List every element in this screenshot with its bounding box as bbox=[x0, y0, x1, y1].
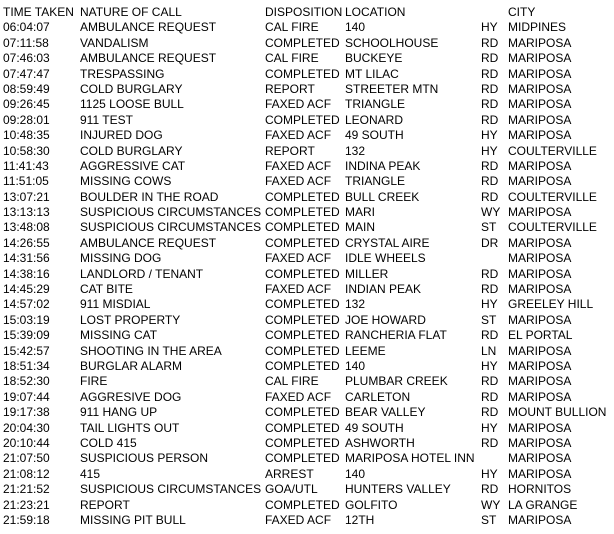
cell-city: MARIPOSA bbox=[508, 205, 572, 220]
cell-nature-of-call: AMBULANCE REQUEST bbox=[80, 20, 217, 35]
table-row bbox=[0, 421, 614, 436]
cell-disposition: COMPLETED bbox=[265, 420, 340, 435]
cell-city: COULTERVILLE bbox=[508, 143, 597, 158]
table-row bbox=[0, 451, 614, 466]
cell-city: GREELEY HILL bbox=[508, 297, 594, 312]
cell-disposition: FAXED ACF bbox=[265, 128, 332, 143]
cell-city: COULTERVILLE bbox=[508, 220, 597, 235]
table-row bbox=[0, 174, 614, 189]
cell-city: MARIPOSA bbox=[508, 97, 572, 112]
cell-disposition: FAXED ACF bbox=[265, 512, 332, 527]
cell-city: MARIPOSA bbox=[508, 358, 572, 373]
cell-location: STREETER MTN bbox=[345, 81, 439, 96]
cell-street-type: RD bbox=[481, 374, 499, 389]
cell-time-taken: 18:51:34 bbox=[3, 358, 50, 373]
table-row bbox=[0, 251, 614, 266]
table-row bbox=[0, 344, 614, 359]
cell-time-taken: 14:31:56 bbox=[3, 251, 50, 266]
cell-time-taken: 13:07:21 bbox=[3, 189, 50, 204]
cell-nature-of-call: INJURED DOG bbox=[80, 128, 163, 143]
cell-time-taken: 19:17:38 bbox=[3, 405, 50, 420]
cell-city: MARIPOSA bbox=[508, 312, 572, 327]
cell-location: MT LILAC bbox=[345, 66, 399, 81]
cell-location: CRYSTAL AIRE bbox=[345, 235, 430, 250]
cell-nature-of-call: AGGRESIVE DOG bbox=[80, 389, 182, 404]
cell-disposition: COMPLETED bbox=[265, 358, 340, 373]
cell-street-type: HY bbox=[481, 297, 498, 312]
cell-time-taken: 20:04:30 bbox=[3, 420, 50, 435]
cell-nature-of-call: TRESPASSING bbox=[80, 66, 165, 81]
cell-location: MARIPOSA HOTEL INN bbox=[345, 451, 475, 466]
cell-disposition: REPORT bbox=[265, 143, 315, 158]
cell-street-type: RD bbox=[481, 266, 499, 281]
cell-disposition: COMPLETED bbox=[265, 297, 340, 312]
cell-city: MARIPOSA bbox=[508, 81, 572, 96]
cell-time-taken: 13:48:08 bbox=[3, 220, 50, 235]
table-row bbox=[0, 144, 614, 159]
cell-time-taken: 08:59:49 bbox=[3, 81, 50, 96]
cell-disposition: COMPLETED bbox=[265, 497, 340, 512]
cell-time-taken: 11:51:05 bbox=[3, 174, 49, 189]
cell-disposition: FAXED ACF bbox=[265, 97, 332, 112]
cell-city: COULTERVILLE bbox=[508, 189, 597, 204]
table-row bbox=[0, 36, 614, 51]
cell-disposition: COMPLETED bbox=[265, 328, 340, 343]
cell-street-type: RD bbox=[481, 35, 499, 50]
cell-disposition: COMPLETED bbox=[265, 205, 340, 220]
cell-time-taken: 06:04:07 bbox=[3, 20, 50, 35]
cell-nature-of-call: 911 MISDIAL bbox=[80, 297, 151, 312]
cell-location: RANCHERIA FLAT bbox=[345, 328, 447, 343]
cell-time-taken: 21:08:12 bbox=[3, 466, 50, 481]
cell-location: MARI bbox=[345, 205, 375, 220]
cell-time-taken: 10:48:35 bbox=[3, 128, 50, 143]
cell-location: CARLETON bbox=[345, 389, 411, 404]
table-row bbox=[0, 97, 614, 112]
cell-disposition: FAXED ACF bbox=[265, 158, 332, 173]
cell-time-taken: 19:07:44 bbox=[3, 389, 50, 404]
cell-time-taken: 15:42:57 bbox=[3, 343, 50, 358]
cell-city: LA GRANGE bbox=[508, 497, 578, 512]
header-time-taken: TIME TAKEN bbox=[3, 5, 74, 19]
cell-city: HORNITOS bbox=[508, 482, 572, 497]
cell-nature-of-call: REPORT bbox=[80, 497, 130, 512]
cell-city: MARIPOSA bbox=[508, 266, 572, 281]
cell-city: MARIPOSA bbox=[508, 282, 572, 297]
cell-city: MARIPOSA bbox=[508, 112, 572, 127]
table-row bbox=[0, 159, 614, 174]
cell-nature-of-call: TAIL LIGHTS OUT bbox=[80, 420, 180, 435]
cell-city: MARIPOSA bbox=[508, 235, 572, 250]
cell-nature-of-call: SUSPICIOUS CIRCUMSTANCES bbox=[80, 205, 262, 220]
cell-disposition: CAL FIRE bbox=[265, 20, 319, 35]
cell-city: MARIPOSA bbox=[508, 174, 572, 189]
header-nature-of-call: NATURE OF CALL bbox=[80, 5, 182, 19]
cell-disposition: COMPLETED bbox=[265, 112, 340, 127]
table-row bbox=[0, 220, 614, 235]
cell-street-type: HY bbox=[481, 128, 498, 143]
cell-nature-of-call: SUSPICIOUS CIRCUMSTANCES bbox=[80, 482, 262, 497]
cell-nature-of-call: 911 TEST bbox=[80, 112, 133, 127]
cell-disposition: COMPLETED bbox=[265, 435, 340, 450]
cell-disposition: COMPLETED bbox=[265, 220, 340, 235]
cell-street-type: HY bbox=[481, 143, 498, 158]
cell-city: MARIPOSA bbox=[508, 158, 572, 173]
cell-street-type: DR bbox=[481, 235, 499, 250]
cell-city: MARIPOSA bbox=[508, 466, 572, 481]
table-row bbox=[0, 374, 614, 389]
cell-nature-of-call: FIRE bbox=[80, 374, 108, 389]
header-row bbox=[0, 5, 614, 20]
cell-nature-of-call: SHOOTING IN THE AREA bbox=[80, 343, 222, 358]
cell-disposition: COMPLETED bbox=[265, 189, 340, 204]
table-row bbox=[0, 205, 614, 220]
cell-time-taken: 14:38:16 bbox=[3, 266, 50, 281]
cell-nature-of-call: CAT BITE bbox=[80, 282, 133, 297]
cell-street-type: RD bbox=[481, 158, 499, 173]
cell-location: 49 SOUTH bbox=[345, 420, 404, 435]
cell-location: LEONARD bbox=[345, 112, 404, 127]
cell-location: IDLE WHEELS bbox=[345, 251, 426, 266]
table-row bbox=[0, 498, 614, 513]
cell-street-type: WY bbox=[481, 497, 501, 512]
cell-street-type: RD bbox=[481, 97, 499, 112]
cell-city: MARIPOSA bbox=[508, 128, 572, 143]
cell-street-type: RD bbox=[481, 51, 499, 66]
cell-time-taken: 14:57:02 bbox=[3, 297, 50, 312]
cell-location: INDINA PEAK bbox=[345, 158, 421, 173]
cell-disposition: COMPLETED bbox=[265, 35, 340, 50]
cell-nature-of-call: AMBULANCE REQUEST bbox=[80, 51, 217, 66]
cell-time-taken: 14:26:55 bbox=[3, 235, 50, 250]
cell-location: BUCKEYE bbox=[345, 51, 403, 66]
cell-nature-of-call: BURGLAR ALARM bbox=[80, 358, 183, 373]
cell-time-taken: 10:58:30 bbox=[3, 143, 50, 158]
cell-nature-of-call: MISSING DOG bbox=[80, 251, 162, 266]
cell-nature-of-call: COLD 415 bbox=[80, 435, 137, 450]
table-row bbox=[0, 236, 614, 251]
cell-nature-of-call: 911 HANG UP bbox=[80, 405, 158, 420]
cell-nature-of-call: AMBULANCE REQUEST bbox=[80, 235, 217, 250]
cell-city: MARIPOSA bbox=[508, 51, 572, 66]
cell-time-taken: 15:03:19 bbox=[3, 312, 50, 327]
cell-nature-of-call: LOST PROPERTY bbox=[80, 312, 181, 327]
call-log-rows bbox=[0, 20, 614, 528]
cell-nature-of-call: SUSPICIOUS PERSON bbox=[80, 451, 209, 466]
cell-street-type: HY bbox=[481, 20, 498, 35]
cell-city: MARIPOSA bbox=[508, 343, 572, 358]
table-row bbox=[0, 482, 614, 497]
cell-nature-of-call: 415 bbox=[80, 466, 101, 481]
cell-disposition: FAXED ACF bbox=[265, 282, 332, 297]
cell-street-type: ST bbox=[481, 512, 497, 527]
cell-nature-of-call: LANDLORD / TENANT bbox=[80, 266, 204, 281]
cell-street-type: RD bbox=[481, 282, 499, 297]
cell-city: EL PORTAL bbox=[508, 328, 573, 343]
table-row bbox=[0, 359, 614, 374]
cell-location: MILLER bbox=[345, 266, 389, 281]
cell-time-taken: 18:52:30 bbox=[3, 374, 50, 389]
cell-location: INDIAN PEAK bbox=[345, 282, 422, 297]
cell-nature-of-call: 1125 LOOSE BULL bbox=[80, 97, 184, 112]
table-row bbox=[0, 282, 614, 297]
table-row bbox=[0, 190, 614, 205]
cell-street-type: RD bbox=[481, 328, 499, 343]
cell-time-taken: 21:59:18 bbox=[3, 512, 50, 527]
cell-disposition: COMPLETED bbox=[265, 343, 340, 358]
cell-location: TRIANGLE bbox=[345, 174, 406, 189]
cell-location: PLUMBAR CREEK bbox=[345, 374, 448, 389]
cell-location: JOE HOWARD bbox=[345, 312, 426, 327]
table-row bbox=[0, 67, 614, 82]
cell-city: MARIPOSA bbox=[508, 35, 572, 50]
cell-time-taken: 07:47:47 bbox=[3, 66, 50, 81]
cell-location: 49 SOUTH bbox=[345, 128, 404, 143]
cell-city: MARIPOSA bbox=[508, 451, 572, 466]
cell-disposition: FAXED ACF bbox=[265, 389, 332, 404]
cell-street-type: LN bbox=[481, 343, 497, 358]
cell-disposition: FAXED ACF bbox=[265, 174, 332, 189]
cell-location: 140 bbox=[345, 466, 366, 481]
cell-disposition: COMPLETED bbox=[265, 266, 340, 281]
cell-nature-of-call: SUSPICIOUS CIRCUMSTANCES bbox=[80, 220, 262, 235]
table-row bbox=[0, 113, 614, 128]
cell-nature-of-call: MISSING CAT bbox=[80, 328, 158, 343]
cell-location: MAIN bbox=[345, 220, 375, 235]
cell-time-taken: 21:07:50 bbox=[3, 451, 50, 466]
cell-city: MARIPOSA bbox=[508, 251, 572, 266]
cell-time-taken: 13:13:13 bbox=[3, 205, 50, 220]
cell-disposition: GOA/UTL bbox=[265, 482, 318, 497]
cell-location: 132 bbox=[345, 143, 366, 158]
cell-street-type: RD bbox=[481, 189, 499, 204]
cell-disposition: COMPLETED bbox=[265, 312, 340, 327]
cell-street-type: WY bbox=[481, 205, 501, 220]
cell-time-taken: 07:46:03 bbox=[3, 51, 50, 66]
cell-street-type: RD bbox=[481, 405, 499, 420]
cell-location: 12TH bbox=[345, 512, 375, 527]
cell-location: HUNTERS VALLEY bbox=[345, 482, 451, 497]
cell-time-taken: 21:23:21 bbox=[3, 497, 50, 512]
cell-street-type: RD bbox=[481, 81, 499, 96]
cell-disposition: CAL FIRE bbox=[265, 51, 319, 66]
cell-nature-of-call: MISSING PIT BULL bbox=[80, 512, 186, 527]
cell-disposition: COMPLETED bbox=[265, 235, 340, 250]
cell-city: MARIPOSA bbox=[508, 66, 572, 81]
cell-disposition: REPORT bbox=[265, 81, 315, 96]
cell-nature-of-call: MISSING COWS bbox=[80, 174, 172, 189]
table-row bbox=[0, 128, 614, 143]
cell-city: MIDPINES bbox=[508, 20, 567, 35]
cell-time-taken: 15:39:09 bbox=[3, 328, 50, 343]
cell-time-taken: 20:10:44 bbox=[3, 435, 50, 450]
cell-location: BEAR VALLEY bbox=[345, 405, 426, 420]
cell-time-taken: 09:26:45 bbox=[3, 97, 50, 112]
cell-time-taken: 14:45:29 bbox=[3, 282, 50, 297]
cell-city: MOUNT BULLION bbox=[508, 405, 607, 420]
cell-street-type: RD bbox=[481, 435, 499, 450]
cell-time-taken: 09:28:01 bbox=[3, 112, 50, 127]
cell-street-type: RD bbox=[481, 174, 499, 189]
cell-location: TRIANGLE bbox=[345, 97, 406, 112]
cell-city: MARIPOSA bbox=[508, 512, 572, 527]
cell-nature-of-call: COLD BURGLARY bbox=[80, 143, 183, 158]
cell-city: MARIPOSA bbox=[508, 435, 572, 450]
cell-street-type: RD bbox=[481, 482, 499, 497]
cell-city: MARIPOSA bbox=[508, 374, 572, 389]
cell-street-type: RD bbox=[481, 389, 499, 404]
cell-location: 132 bbox=[345, 297, 366, 312]
cell-disposition: FAXED ACF bbox=[265, 251, 332, 266]
cell-disposition: ARREST bbox=[265, 466, 314, 481]
table-row bbox=[0, 390, 614, 405]
cell-disposition: COMPLETED bbox=[265, 405, 340, 420]
cell-city: MARIPOSA bbox=[508, 389, 572, 404]
cell-disposition: COMPLETED bbox=[265, 66, 340, 81]
cell-time-taken: 11:41:43 bbox=[3, 158, 49, 173]
cell-nature-of-call: AGGRESSIVE CAT bbox=[80, 158, 186, 173]
header-location: LOCATION bbox=[345, 5, 406, 19]
table-row bbox=[0, 313, 614, 328]
cell-street-type: HY bbox=[481, 420, 498, 435]
cell-street-type: RD bbox=[481, 112, 499, 127]
cell-location: BULL CREEK bbox=[345, 189, 420, 204]
call-log-table bbox=[0, 5, 614, 528]
cell-street-type: ST bbox=[481, 312, 497, 327]
cell-nature-of-call: COLD BURGLARY bbox=[80, 81, 183, 96]
cell-location: 140 bbox=[345, 358, 366, 373]
cell-location: 140 bbox=[345, 20, 366, 35]
table-row bbox=[0, 467, 614, 482]
cell-location: SCHOOLHOUSE bbox=[345, 35, 439, 50]
cell-location: GOLFITO bbox=[345, 497, 398, 512]
cell-disposition: CAL FIRE bbox=[265, 374, 319, 389]
cell-location: LEEME bbox=[345, 343, 386, 358]
cell-time-taken: 21:21:52 bbox=[3, 482, 50, 497]
cell-street-type: RD bbox=[481, 66, 499, 81]
cell-disposition: COMPLETED bbox=[265, 451, 340, 466]
table-row bbox=[0, 436, 614, 451]
header-city: CITY bbox=[508, 5, 536, 19]
cell-street-type: HY bbox=[481, 358, 498, 373]
cell-street-type: ST bbox=[481, 220, 497, 235]
cell-nature-of-call: VANDALISM bbox=[80, 35, 149, 50]
table-row bbox=[0, 513, 614, 528]
table-row bbox=[0, 267, 614, 282]
table-row bbox=[0, 20, 614, 35]
header-disposition: DISPOSITION bbox=[265, 5, 343, 19]
table-row bbox=[0, 82, 614, 97]
cell-street-type: HY bbox=[481, 466, 498, 481]
cell-time-taken: 07:11:58 bbox=[3, 35, 49, 50]
table-row bbox=[0, 328, 614, 343]
cell-location: ASHWORTH bbox=[345, 435, 415, 450]
table-row bbox=[0, 51, 614, 66]
table-row bbox=[0, 405, 614, 420]
table-row bbox=[0, 297, 614, 312]
cell-city: MARIPOSA bbox=[508, 420, 572, 435]
cell-nature-of-call: BOULDER IN THE ROAD bbox=[80, 189, 219, 204]
